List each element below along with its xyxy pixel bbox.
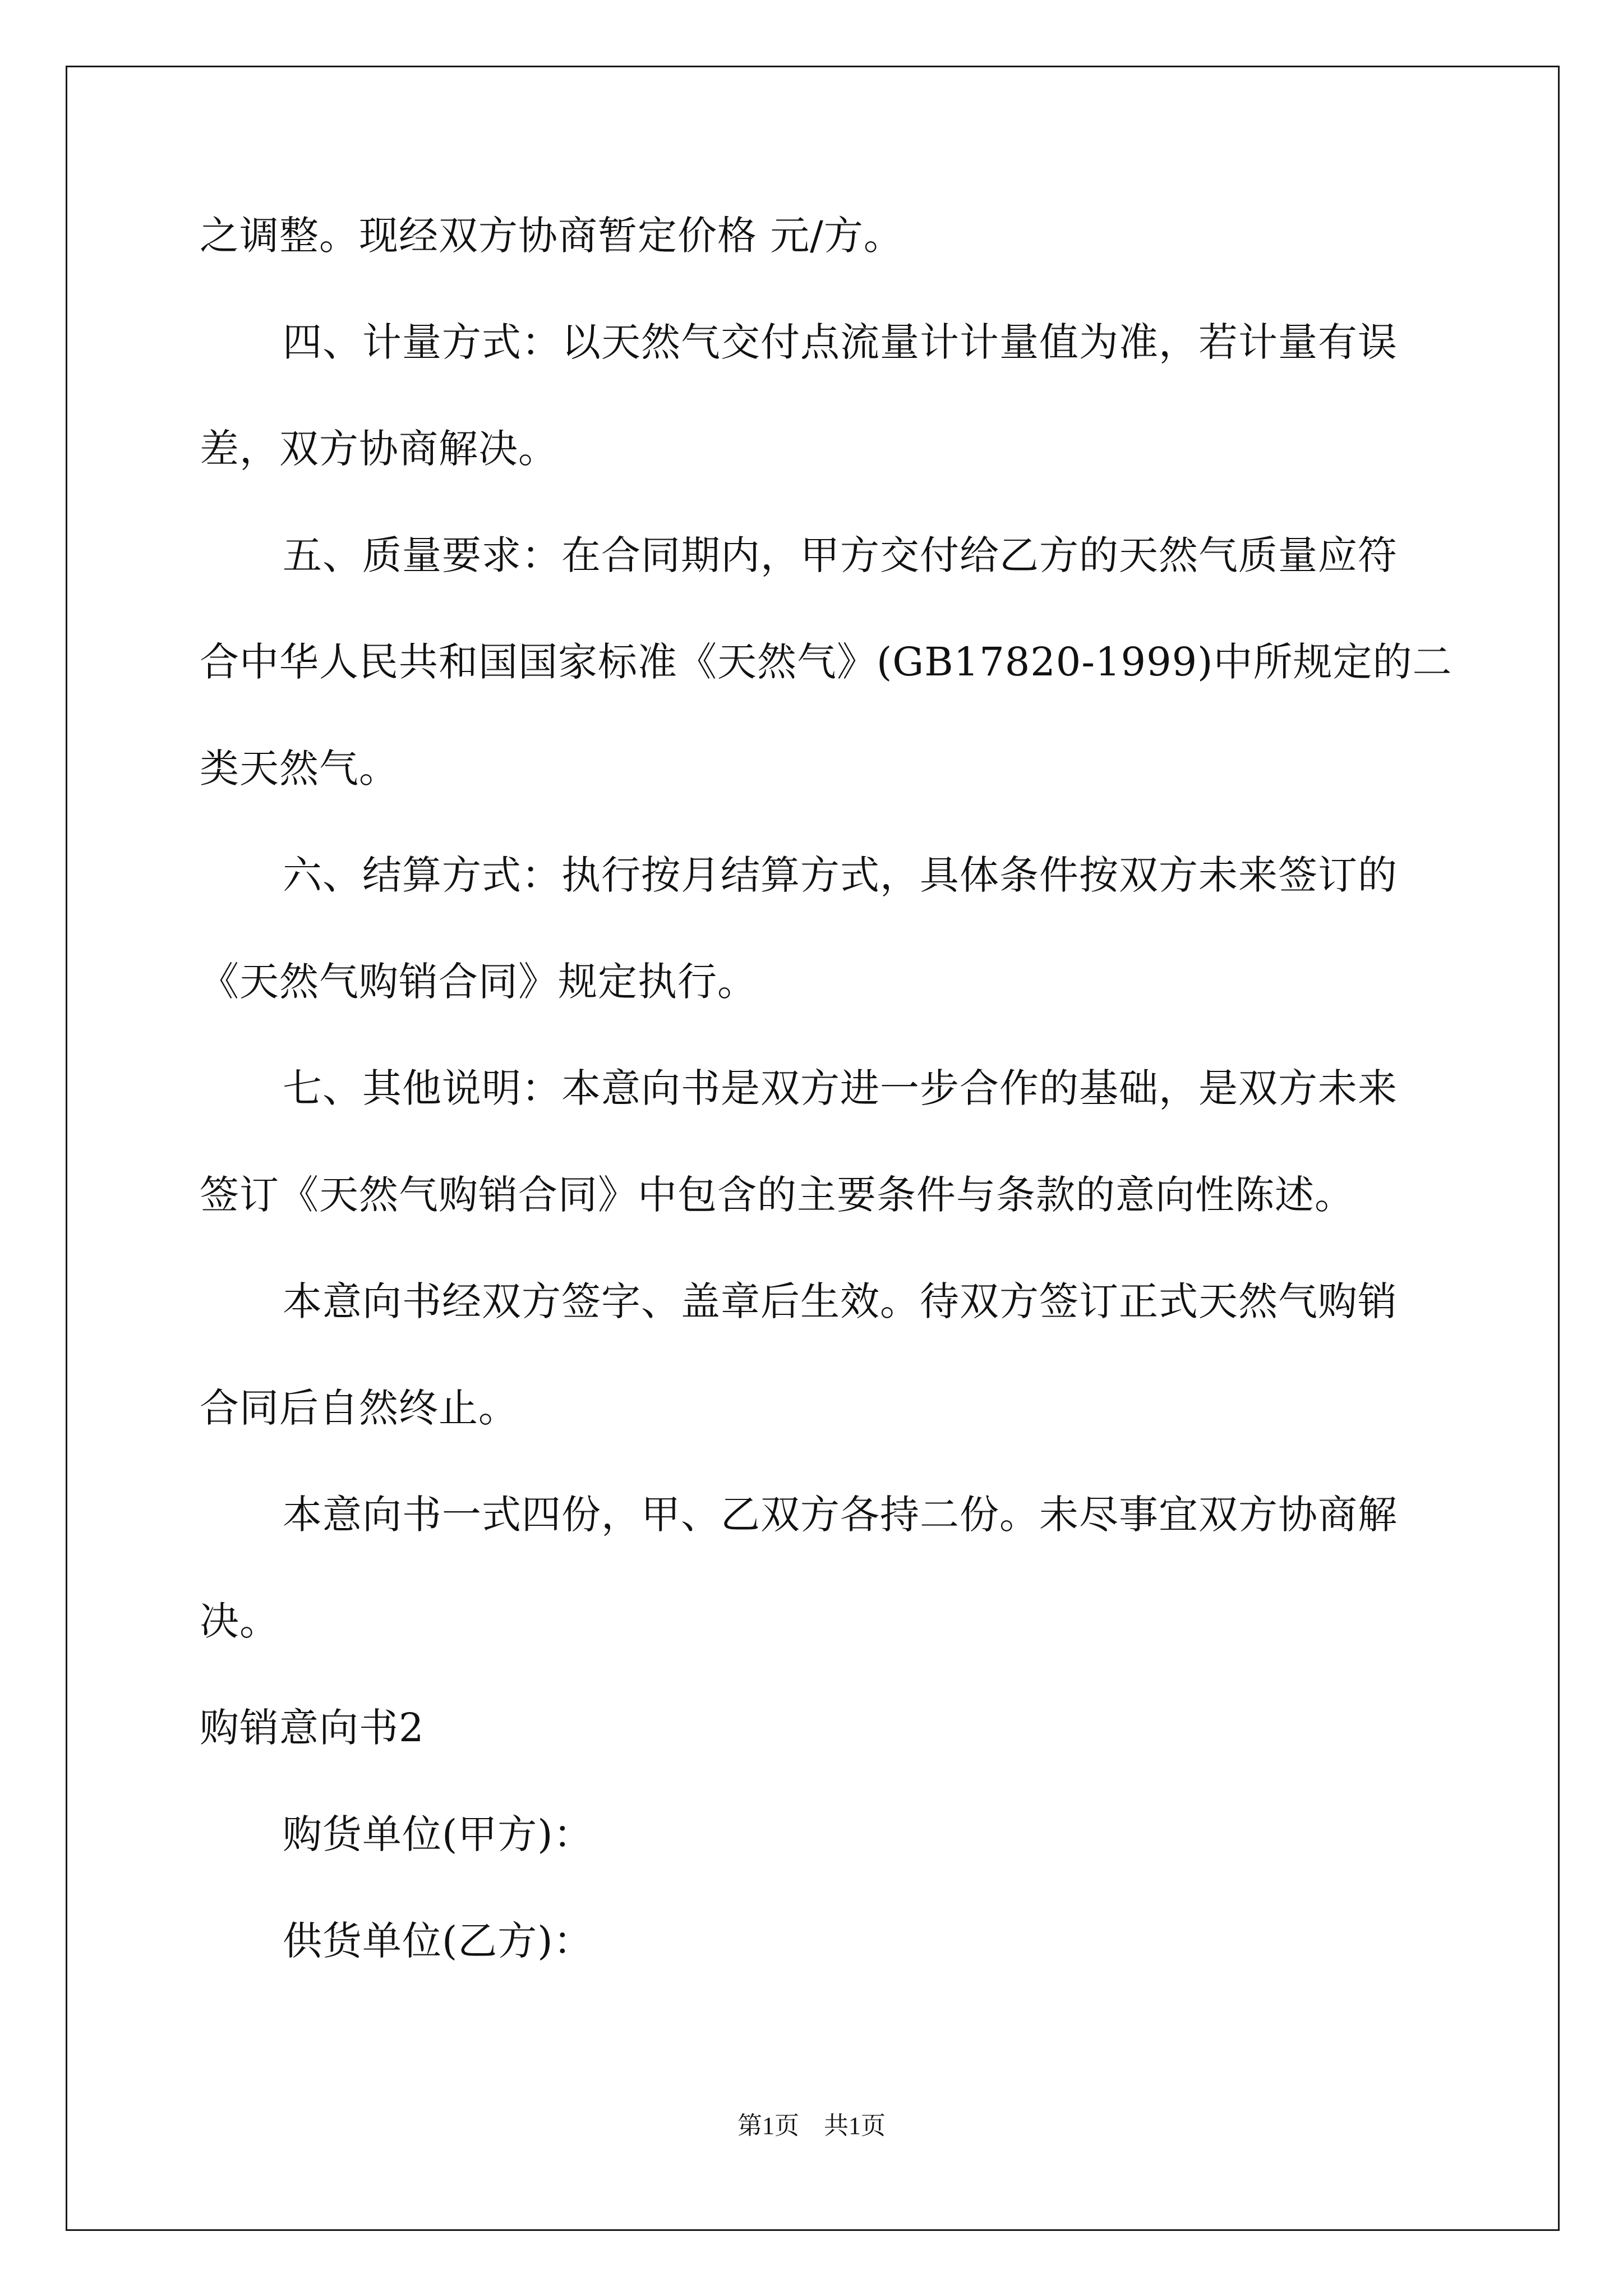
section-heading: 购销意向书2 [200, 1705, 425, 1751]
page-border [66, 66, 1560, 2231]
paragraph-line: 本意向书经双方签字、盖章后生效。待双方签订正式天然气购销 [283, 1278, 1398, 1324]
paragraph-line: 差，双方协商解决。 [200, 426, 558, 472]
paragraph-line: 七、其他说明：本意向书是双方进一步合作的基础，是双方未来 [283, 1065, 1398, 1111]
supplier-field-label: 供货单位(乙方)： [283, 1918, 593, 1964]
paragraph-line: 《天然气购销合同》规定执行。 [200, 959, 757, 1005]
page-footer: 第1页 共1页 [737, 2112, 886, 2139]
paragraph-line: 之调整。现经双方协商暂定价格 元/方。 [200, 213, 903, 259]
paragraph-line: 合中华人民共和国国家标准《天然气》(GB17820-1999)中所规定的二 [200, 639, 1453, 685]
paragraph-line: 合同后自然终止。 [200, 1385, 518, 1431]
paragraph-line: 五、质量要求：在合同期内，甲方交付给乙方的天然气质量应符 [283, 532, 1398, 578]
buyer-field-label: 购货单位(甲方)： [283, 1811, 593, 1857]
paragraph-line: 六、结算方式：执行按月结算方式，具体条件按双方未来签订的 [283, 852, 1398, 898]
paragraph-line: 签订《天然气购销合同》中包含的主要条件与条款的意向性陈述。 [200, 1172, 1354, 1218]
paragraph-line: 本意向书一式四份，甲、乙双方各持二份。未尽事宜双方协商解 [283, 1492, 1398, 1538]
paragraph-line: 类天然气。 [200, 746, 399, 792]
paragraph-line: 四、计量方式：以天然气交付点流量计计量值为准，若计量有误 [283, 319, 1398, 365]
paragraph-line: 决。 [200, 1598, 279, 1644]
